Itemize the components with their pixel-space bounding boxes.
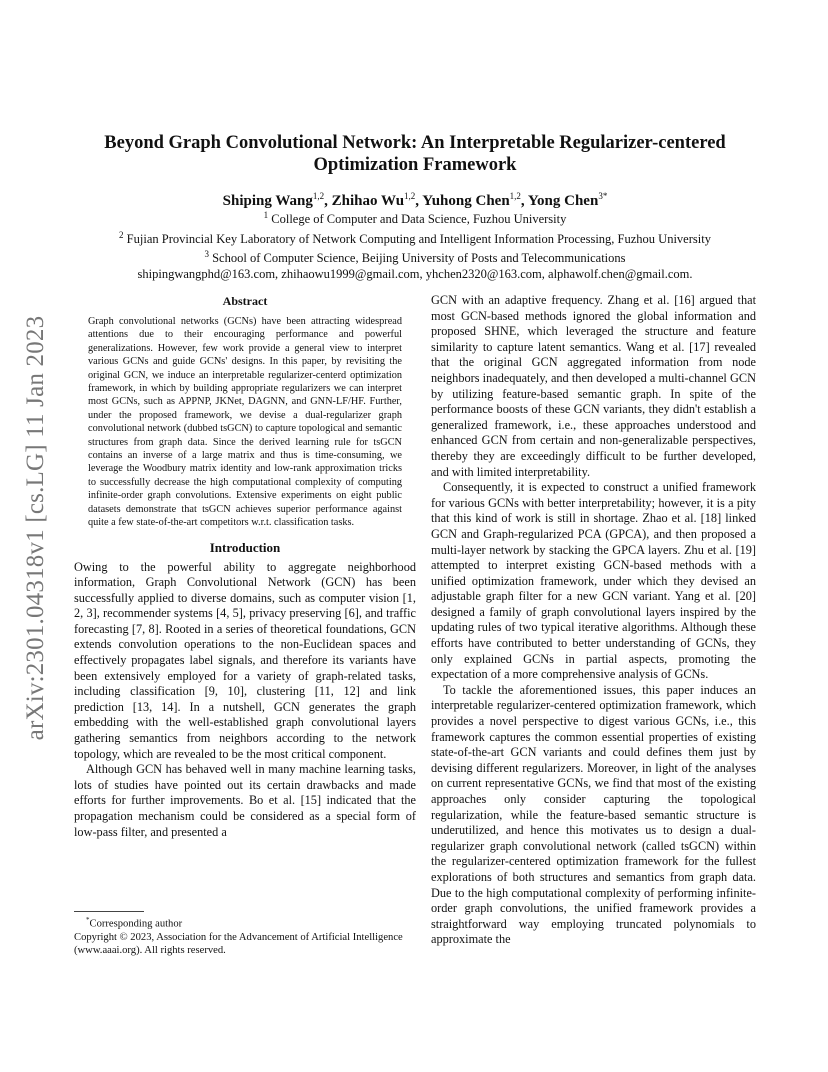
footnotes [74,914,416,957]
intro-paragraph-1: Owing to the powerful ability to aggregate neighborhood information, Graph Convolutional Network (GCN) has been successfully applied to diverse domains, such as computer vision [1, 2, 3], recommender systems [4, 5], privacy preserving [6], and traffic forecasting [7, 8]. Rooted in a series of theoretical foundations, GCN extends convolution operations to the non-Euclidean spaces and effectively propagates label signals, and therefore its variants have been extensively employed for a variety of graph-related tasks, including classification [9, 10], clustering [11, 12] and link prediction [13, 14]. In a nutshell, GCN generates the graph embedding with the well-established graph convolutional layers gathering semantics from neighbors according to the network topology, which are revealed to be the most critical component. [74,559,416,761]
introduction-heading: Introduction [209,539,281,555]
affiliations [70,208,760,282]
right-column [431,293,756,948]
author-list [70,187,760,210]
author: Yong Chen$^{3*}$ [527,191,608,209]
abstract-heading: Abstract [222,294,268,308]
author: Zhihao Wu$^{1,2}$, [331,191,423,209]
arxiv-id-text: arXiv:2301.04318v1 [cs.LG] 11 Jan 2023 [22,315,49,740]
body-paragraph-1: GCN with an adaptive frequency. Zhang et al. [16] argued that most GCN-based methods ignored the global information and proposed SHNE, which leveraged the structure and feature similarity to capture latent semantics. Wang et al. [17] revealed that the original GCN aggregated information from node neighbors inadequately, and then developed a multi-channel GCN by utilizing feature-based semantic graph. In spite of the performance boosts of these GCN variants, they didn't establish a generalized framework, i.e., these approaches understood and enhanced GCN from certain and non-generalizable perspectives, thereby they are exceedingly difficult to be further developed, and with limited interpretability. [431,293,756,479]
footnote-divider [74,911,144,912]
affiliation: $^1$ College of Computer and Data Science, Fuzhou University [263,210,567,227]
arxiv-side-stamp [14,290,58,765]
corresponding-author-note: *Corresponding author [86,916,183,930]
body-paragraph-2: Consequently, it is expected to construct a unified framework for various GCNs with better interpretability; however, it is a pity that this kind of work is still in shortage. Zhao et al. [18] linked GCN and Graph-regularized PCA (GPCA), and then proposed a multi-layer network by stacking the GPCA layers. Zhu et al. [19] attempted to interpret existing GCN-based methods with a unified optimization framework, under which they devised an adjustable graph filter for a new GCN variant. Yang et al. [20] designed a family of graph convolutional layers inspired by the updating rules of two typical iterative algorithms. Although these efforts have contributed to better understanding of GCNs, they only explained GCNs in partial aspects, promoting the expectation of a more comprehensive analysis of GCNs. [431,480,756,682]
affiliation: $^3$ School of Computer Science, Beijing University of Posts and Telecommunications [204,249,626,266]
intro-paragraph-2: Although GCN has behaved well in many machine learning tasks, lots of studies have pointed out its certain drawbacks and made efforts for further improvements. Bo et al. [15] indicated that the propagation mechanism could be considered as a special form of low-pass filter, and presented a [74,762,416,839]
body-paragraph-3: To tackle the aforementioned issues, this paper induces an interpretable regularizer-centered optimization framework, which provides a novel perspective to digest various GCNs, i.e., this framework captures the common essential properties of existing state-of-the-art GCN variants and could defines them just by devising different regularizers. Moreover, in light of the analyses on current representative GCNs, we find that most of the existing approaches only consider capturing the topological regularization, while the feature-based semantic structure is underutilized, and hence this motivates us to design a dual-regularizer graph convolutional network (called tsGCN) within the regularizer-centered optimization framework for the fullest explorations of both structures and semantics from graph data. Due to the high computational complexity of performing infinite-order graph convolutions, the unified framework provides a straightforward way employing truncated polynomials to approximate the [431,682,756,947]
title-line-1: Beyond Graph Convolutional Network: An Interpretable Regularizer-centered [104,133,726,153]
author: Shiping Wang$^{1,2}$, [222,191,332,209]
copyright-notice: Copyright © 2023, Association for the Advancement of Artificial Intelligence (www.aaai.org). All rights reserved. [74,931,403,956]
author: Yuhong Chen$^{1,2}$, [422,191,528,209]
left-column [74,293,416,840]
abstract-text: Graph convolutional networks (GCNs) have been attracting widespread attentions due to their encouraging performance and powerful generalizations. However, few work provide a general view to interpret various GCNs and guide GCNs' designs. In this paper, by revisiting the original GCN, we induce an interpretable regularizer-centerd optimization framework, in which by building appropriate regularizers we can interpret most GCNs, such as APPNP, JKNet, DAGNN, and GNN-LF/HF. Further, under the proposed framework, we devise a dual-regularizer graph convolutional network (dubbed tsGCN) to capture topological and semantic structures from graph data. Since the derived learning rule for tsGCN contains an inverse of a large matrix and thus is time-consuming, we leverage the Woodbury matrix identity and low-rank approximation tricks to successfully decrease the high computational complexity of computing infinite-order graph convolutions. Extensive experiments on eight public datasets demonstrate that tsGCN achieves superior performance against quite a few state-of-the-art competitors w.r.t. classification tasks. [88,316,402,529]
title-line-2: Optimization Framework [313,155,517,175]
paper-title [70,132,760,176]
affiliation: $^2$ Fujian Provincial Key Laboratory of Network Computing and Intelligent Information Processing, Fuzhou University [119,229,711,246]
author-emails: shipingwangphd@163.com, zhihaowu1999@gmail.com, yhchen2320@163.com, alphawolf.chen@gmail.com. [137,266,693,281]
